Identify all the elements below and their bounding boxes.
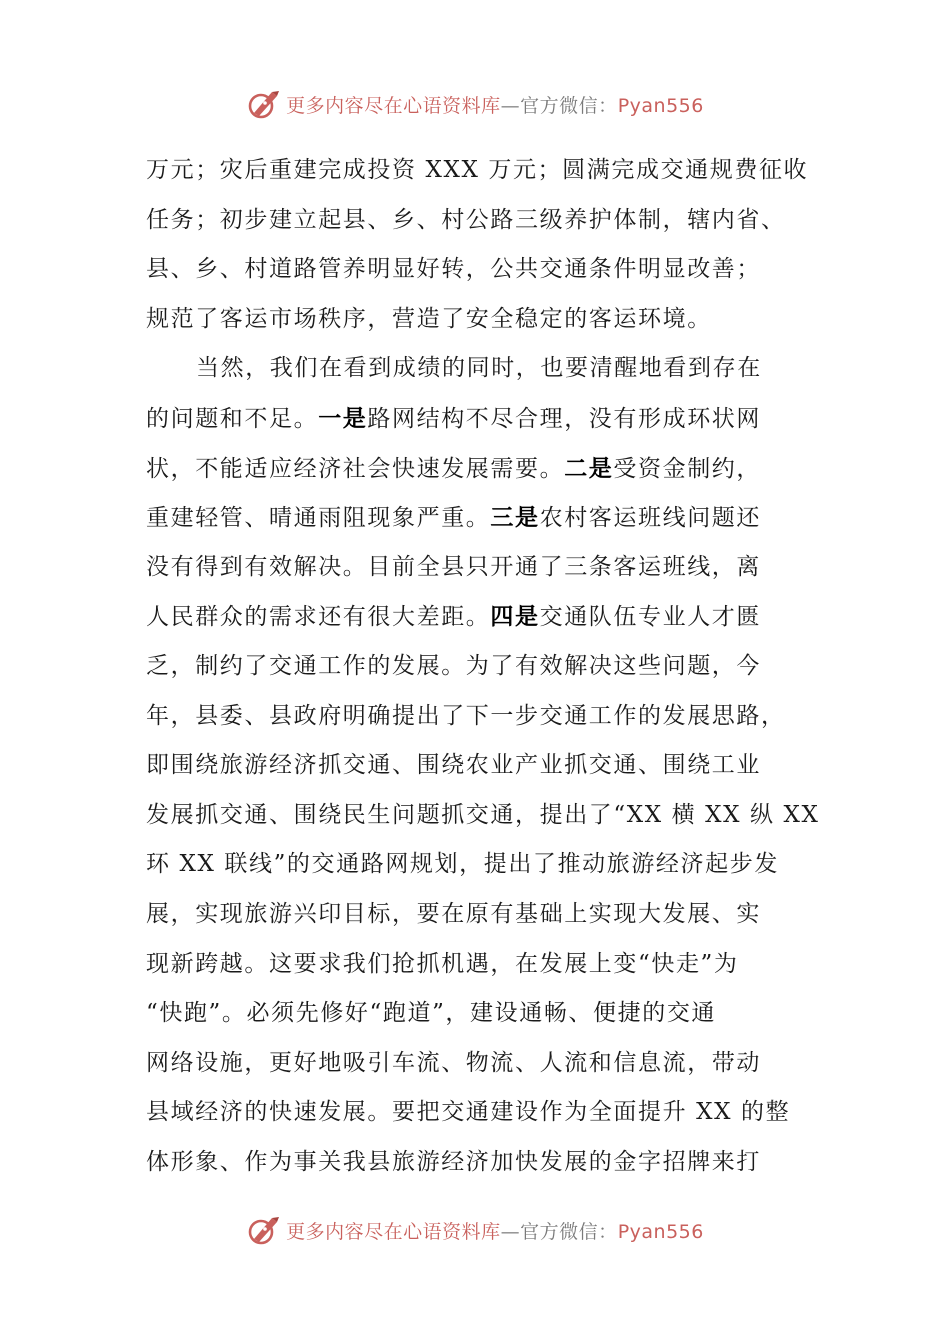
text-line: 体形象、作为事关我县旅游经济加快发展的金字招牌来打: [146, 1148, 761, 1175]
text-line: 当然，我们在看到成绩的同时，也要清醒地看到存在: [196, 355, 762, 382]
watermark-dash: —: [500, 1220, 521, 1243]
text-line: [146, 493, 810, 543]
text-line: 现新跨越。这要求我们抢抓机遇，在发展上变“快走”为: [146, 950, 739, 977]
pen-nib-logo-icon: [246, 1212, 282, 1248]
pen-nib-logo-icon: [246, 86, 282, 122]
watermark-label: 官方微信：: [520, 94, 618, 117]
text-line: 年，县委、县政府明确提出了下一步交通工作的发展思路，: [146, 702, 786, 729]
footer-watermark: [0, 1210, 950, 1250]
text-line: 环 XX 联线”的交通路网规划，提出了推动旅游经济起步发: [146, 851, 779, 878]
watermark-handle: Pyan556: [617, 94, 704, 117]
text-line: 县、乡、村道路管养明显好转，公共交通条件明显改善；: [146, 256, 761, 283]
text-segment: 重建轻管、晴通雨阻现象严重。: [146, 505, 491, 532]
text-line: “快跑”。必须先修好“跑道”，建设通畅、便捷的交通: [146, 1000, 717, 1027]
text-line: 网络设施，更好地吸引车流、物流、人流和信息流，带动: [146, 1049, 761, 1076]
text-line: 任务；初步建立起县、乡、村公路三级养护体制，辖内省、: [146, 206, 786, 233]
text-line: 乏，制约了交通工作的发展。为了有效解决这些问题，今: [146, 652, 761, 679]
watermark-dash: —: [500, 94, 521, 117]
paragraph-2: [146, 344, 820, 1187]
text-line: 万元；灾后重建完成投资 XXX 万元；圆满完成交通规费征收: [146, 157, 809, 183]
text-segment: 人民群众的需求还有很大差距。: [146, 604, 491, 631]
document-body: [146, 146, 820, 1187]
text-line: 即围绕旅游经济抓交通、围绕农业产业抓交通、围绕工业: [146, 752, 761, 779]
text-segment: 农村客运班线问题还: [539, 505, 762, 532]
text-line: 县域经济的快速发展。要把交通建设作为全面提升 XX 的整: [146, 1099, 791, 1126]
text-line: 展，实现旅游兴印目标，要在原有基础上实现大发展、实: [146, 900, 761, 927]
text-segment: 的问题和不足。: [146, 405, 319, 432]
bold-lead-first: 一是: [318, 404, 368, 432]
text-line: 发展抓交通、围绕民生问题抓交通，提出了“XX 横 XX 纵 XX: [146, 801, 820, 828]
text-line: 没有得到有效解决。目前全县只开通了三条客运班线，离: [146, 553, 761, 580]
watermark-site-name: 更多内容尽在心语资料库: [286, 94, 501, 117]
bold-lead-fourth: 四是: [490, 603, 540, 631]
text-line: [146, 394, 810, 444]
text-segment: 受资金制约，: [613, 455, 762, 482]
text-line: [146, 592, 810, 642]
watermark-site-name: 更多内容尽在心语资料库: [286, 1220, 501, 1243]
text-line: [146, 444, 810, 494]
header-watermark: [0, 84, 950, 124]
text-segment: 路网结构不尽合理，没有形成环状网: [367, 405, 762, 432]
paragraph-1: [146, 146, 810, 344]
text-line: 规范了客运市场秩序，营造了安全稳定的客运环境。: [146, 305, 712, 332]
watermark-label: 官方微信：: [520, 1220, 618, 1243]
text-segment: 状，不能适应经济社会快速发展需要。: [146, 455, 565, 482]
text-segment: 交通队伍专业人才匮: [539, 604, 762, 631]
watermark-handle: Pyan556: [617, 1220, 704, 1243]
bold-lead-second: 二是: [564, 454, 614, 482]
bold-lead-third: 三是: [490, 504, 540, 532]
